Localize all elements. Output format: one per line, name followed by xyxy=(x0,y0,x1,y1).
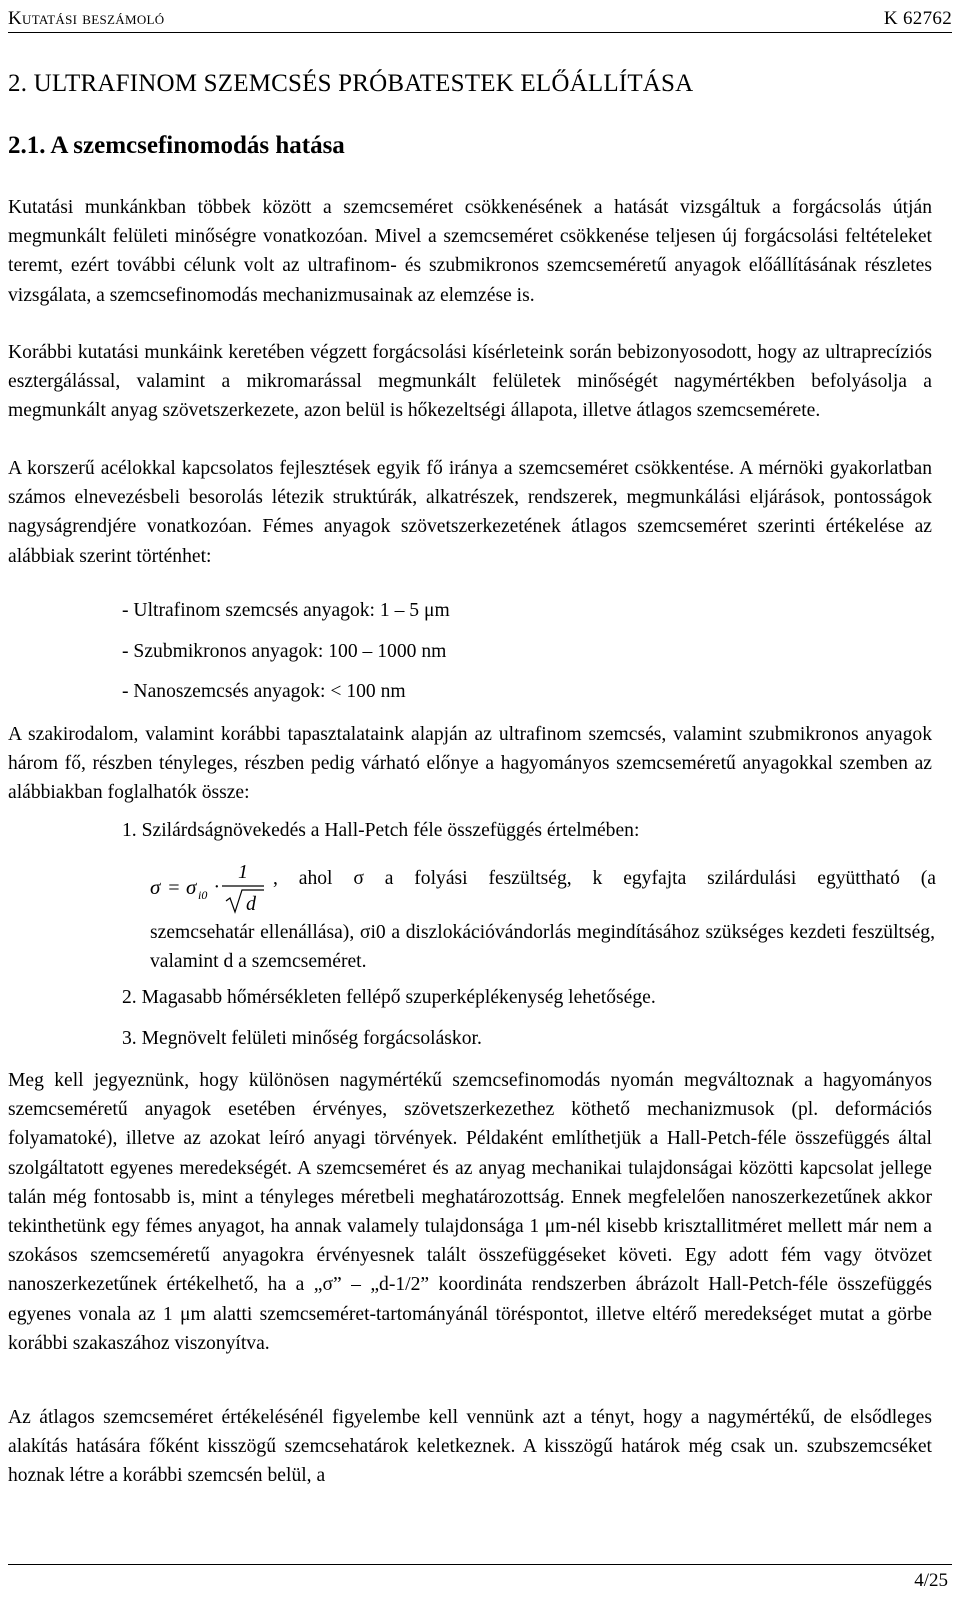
paragraph-4: A szakirodalom, valamint korábbi tapasztalataink alapján az ultrafinom szemcsés, valamint szubmikronos anyagok három fő, részben tényleges, részben pedig várható előnye a hagyományos szemcseméretű anyagokkal szemben az alábbiakban foglalhatók össze: xyxy=(8,724,932,804)
section-heading: 2.1. A szemcsefinomodás hatása xyxy=(8,132,345,159)
sqrt-sign xyxy=(226,890,264,912)
formula-numerator: 1 xyxy=(238,861,248,883)
numbered-item-1: 1. Szilárdságnövekedés a Hall-Petch féle összefüggés értelmében: xyxy=(122,820,640,841)
list-item: - Ultrafinom szemcsés anyagok: 1 – 5 μm xyxy=(122,600,450,621)
header-project-id: K 62762 xyxy=(883,8,952,29)
paragraph-6: Az átlagos szemcseméret értékelésénél figyelembe kell vennünk azt a tényt, hogy a nagymértékű, de elsődleges alakítás hatására főként kisszögű szemcsehatárok keletkeznek. A kisszögű határok még csak un. szubszemcséket hoznak létre a korábbi szemcsén belül, a xyxy=(8,1407,932,1487)
numbered-item-3: 3. Megnövelt felületi minőség forgácsoláskor. xyxy=(122,1028,482,1049)
formula-description: , ahol σ a folyási feszültség, k egyfajta szilárdulási együttható (a xyxy=(273,868,936,889)
numbered-item-2: 2. Magasabb hőmérsékleten fellépő szuperképlékenység lehetősége. xyxy=(122,987,656,1008)
formula-equals: = xyxy=(167,877,181,899)
page-number: 4/25 xyxy=(914,1570,948,1591)
hall-petch-formula xyxy=(150,856,940,916)
formula-d: d xyxy=(246,893,256,915)
formula-subscript: i0 xyxy=(198,888,208,902)
chapter-heading: 2. ULTRAFINOM SZEMCSÉS PRÓBATESTEK ELŐÁLLÍTÁSA xyxy=(8,70,694,97)
formula-sigma-i0: σ xyxy=(186,875,197,899)
paragraph-1: Kutatási munkánkban többek között a szemcseméret csökkenésének a hatását vizsgáltuk a forgácsolás útján megmunkált felületi minőségre vonatkozóan. Mivel a szemcseméret csökkenése teljesen új forgácsolási feltételeket teremt, ezért további célunk volt az ultrafinom- és szubmikronos szemcseméretű anyagok előállításának részletes vizsgálata, a szemcsefinomodás mechanizmusainak az elemzése is. xyxy=(8,197,932,306)
page-header xyxy=(8,0,952,33)
formula-equation xyxy=(150,860,270,916)
formula-sigma: σ xyxy=(150,875,161,899)
list-item: - Nanoszemcsés anyagok: < 100 nm xyxy=(122,681,406,702)
footer-divider xyxy=(8,1564,952,1565)
paragraph-5: Meg kell jegyeznünk, hogy különösen nagymértékű szemcsefinomodás nyomán megváltoznak a hagyományos szemcseméretű anyagok esetében érvényes, szövetszerkezethez köthető mechanizmusok (pl. deformációs folyamatoké), illetve az azokat leíró anyagi törvények. Példaként említhetjük a Hall-Petch-féle összefüggés által szolgáltatott egyenes meredekségét. A szemcseméret és az anyag mechanikai tulajdonságai közötti kapcsolat jellege talán még fontosabb is, mint a tényleges méretbeli meghatározottság. Ennek megfelelően nanoszerkezetűnek akkor tekinthetünk egy fémes anyagot, ha annak valamely tulajdonsága 1 μm-nél kisebb krisztallitméret mellett már nem a szokásos szemcseméretű anyagokra érvényesnek talált összefüggéseket követi. Egy adott fém vagy ötvözet nanoszerkezetűnek értékelhető, ha a „σ” – „d-1/2” koordináta rendszerben ábrázolt Hall-Petch-féle összefüggés egyenes vonala az 1 μm alatti szemcseméret-tartományánál töréspontot, illetve eltérő meredekséget mutat a görbe korábbi szakaszához viszonyítva. xyxy=(8,1070,932,1354)
list-item: - Szubmikronos anyagok: 100 – 1000 nm xyxy=(122,641,447,662)
paragraph-3: A korszerű acélokkal kapcsolatos fejlesztések egyik fő iránya a szemcseméret csökkentése. A mérnöki gyakorlatban számos elnevezésbeli besorolás létezik struktúrák, alkatrészek, rendszerek, megmunkálási eljárások, pontosságok nagyságrendjére vonatkozóan. Fémes anyagok szövetszerkezetének átlagos szemcseméret szerinti értékelése az alábbiak szerint történhet: xyxy=(8,458,932,567)
paragraph-2: Korábbi kutatási munkáink keretében végzett forgácsolási kísérleteink során bebizonyosodott, hogy az ultraprecíziós esztergálással, valamint a mikromarással megmunkált felületek minőségét nagymértékben befolyásolja a megmunkált anyag szövetszerkezete, azon belül is hőkezeltségi állapota, illetve átlagos szemcsemérete. xyxy=(8,342,932,422)
header-title: Kutatási beszámoló xyxy=(8,8,165,29)
formula-continuation: szemcsehatár ellenállása), σi0 a diszlokációvándorlás megindításához szükséges kezdeti feszültség, valamint d a szemcseméret. xyxy=(150,922,935,973)
formula-dot: · xyxy=(214,876,219,898)
